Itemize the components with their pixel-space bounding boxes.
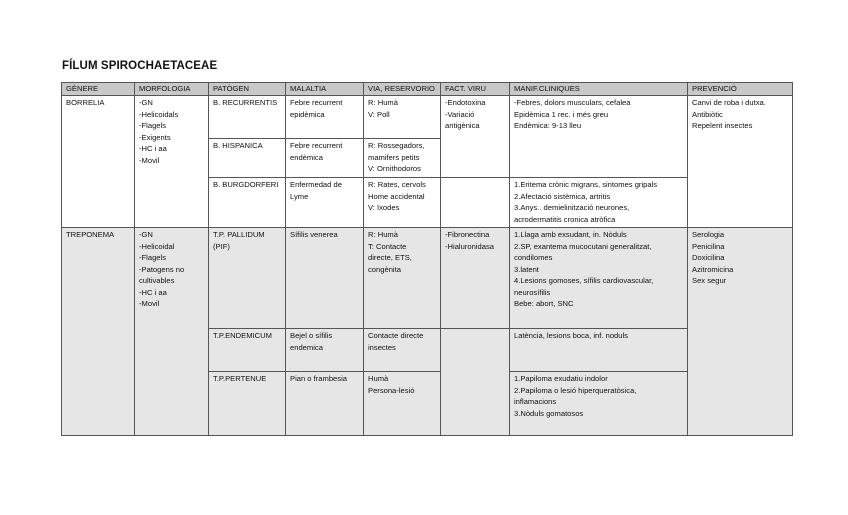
prevention-cell: Serologia Penicilina Doxicilina Azitromicina Sex segur [688, 228, 793, 436]
virulence-factor-cell: -Fibronectina -Hialuronidasa [441, 228, 510, 329]
header-via-reservorio: VIA, RESERVORIO [364, 83, 441, 96]
clinical-manifestations-cell: 1.Papiloma exudatiu indolor 2.Papiloma o lesió hiperqueratòsica, inflamacions 3.Nòduls gomatosos [510, 372, 688, 436]
route-reservoir-cell: R: Humà V: Poll [364, 96, 441, 139]
virulence-factor-cell: -Endotoxina -Variació antigènica [441, 96, 510, 178]
morphology-cell: -GN -Helicoidals -Flagels -Exigents -HC i aa -Movil [135, 96, 209, 228]
disease-cell: Febre recurrent endèmica [286, 139, 364, 178]
pathogen-cell: B. RECURRENTIS [209, 96, 286, 139]
genus-cell: BORRELIA [62, 96, 135, 228]
disease-cell: Febre recurrent epidèmica [286, 96, 364, 139]
header-morfologia: MORFOLOGIA [135, 83, 209, 96]
spirochaetaceae-table [61, 82, 793, 436]
route-reservoir-cell: Humà Persona-lesió [364, 372, 441, 436]
table-row [62, 228, 793, 329]
route-reservoir-cell: R: Rates, cervols Home accidental V: Ixodes [364, 178, 441, 228]
clinical-manifestations-cell: 1.Eritema crònic migrans, sintomes gripals 2.Afectació sistèmica, artritis 3.Anys.. demielinització neurones, acrodermatitis cronica atròfica [510, 178, 688, 228]
genus-cell: TREPONEMA [62, 228, 135, 436]
prevention-cell: Canvi de roba i dutxa. Antibiòtic Repelent insectes [688, 96, 793, 228]
disease-cell: Enfermedad de Lyme [286, 178, 364, 228]
header-genere: GÈNERE [62, 83, 135, 96]
header-manif-cliniques: MANIF.CLINIQUES [510, 83, 688, 96]
virulence-factor-cell [441, 178, 510, 228]
header-prevencio: PREVENCIÓ [688, 83, 793, 96]
header-patogen: PATÒGEN [209, 83, 286, 96]
disease-cell: Sífilis venerea [286, 228, 364, 329]
pathogen-cell: T.P.ENDEMICUM [209, 329, 286, 372]
table-row [62, 96, 793, 139]
clinical-manifestations-cell: 1.Llaga amb exsudant, in. Nòduls 2.SP, exantema mucocutani generalitzat, condilomes 3.latent 4.Lesions gomoses, sífilis cardiovascular, neurosífilis Bebe: abort, SNC [510, 228, 688, 329]
disease-cell: Pian o frambesia [286, 372, 364, 436]
route-reservoir-cell: R: Humà T: Contacte directe, ETS, congènita [364, 228, 441, 329]
header-malaltia: MALALTIA [286, 83, 364, 96]
morphology-cell: -GN -Helicoidal -Flagels -Patogens no cultivables -HC i aa -Movil [135, 228, 209, 436]
pathogen-cell: B. HISPANICA [209, 139, 286, 178]
header-row [62, 83, 793, 96]
clinical-manifestations-cell: -Febres, dolors musculars, cefalea Epidèmica 1 rec. i més greu Endèmica: 9-13 lleu [510, 96, 688, 178]
pathogen-cell: T.P. PALLIDUM (PIF) [209, 228, 286, 329]
virulence-factor-cell [441, 329, 510, 436]
disease-cell: Bejel o sífilis endemica [286, 329, 364, 372]
clinical-manifestations-cell: Latència, lesions boca, inf. noduls [510, 329, 688, 372]
pathogen-cell: T.P.PERTENUE [209, 372, 286, 436]
pathogen-cell: B. BURGDORFERI [209, 178, 286, 228]
route-reservoir-cell: Contacte directe insectes [364, 329, 441, 372]
page-title: FÍLUM SPIROCHAETACEAE [62, 60, 218, 72]
header-fact-viru: FACT. VIRU [441, 83, 510, 96]
route-reservoir-cell: R: Rossegadors, mamifers petits V: Ornithodoros [364, 139, 441, 178]
